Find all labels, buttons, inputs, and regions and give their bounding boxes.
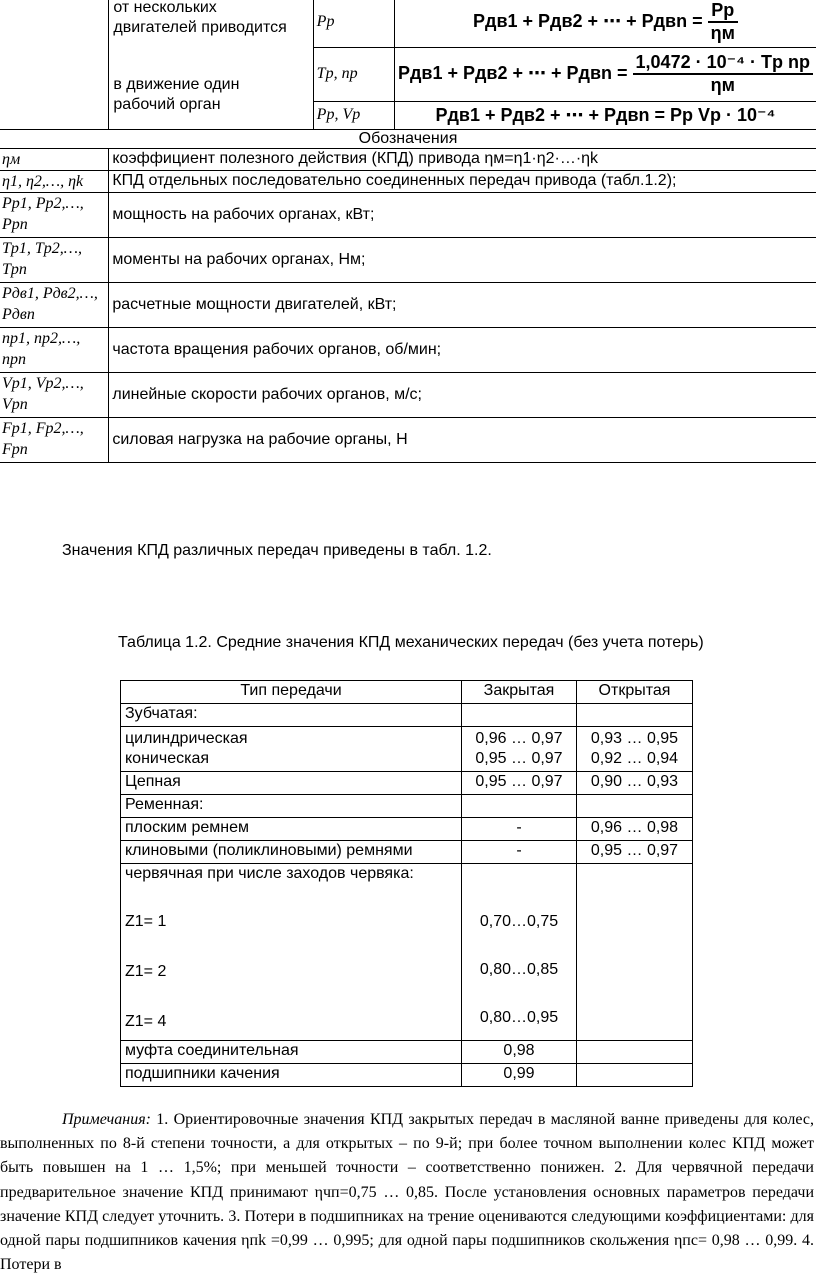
case-description [109,0,313,129]
worm-closed-value: 0,80…0,85 [479,961,559,978]
belt-title: Ременная: [121,795,462,818]
case-line-1: от нескольких [113,0,217,16]
case-line-4: рабочий орган [113,96,221,113]
param-cell: Pр [313,0,394,47]
notes-block [0,1108,814,1277]
case-line-2: двигателей приводится [113,19,287,36]
designation-symbol: η1, η2,…, ηk [0,170,109,192]
notes-label: Примечания: [62,1111,151,1128]
coupling-name: муфта соединительная [121,1041,462,1064]
table-caption: Таблица 1.2. Средние значения КПД механических передач (без учета потерь) [118,634,704,651]
designation-text: линейные скорости рабочих органов, м/с; [109,372,816,417]
gear-name: цилиндрическая [125,730,248,747]
bearings-value: 0,99 [462,1064,577,1087]
belt-open: 0,96 … 0,98 [577,818,693,841]
empty-cell [0,0,109,129]
efficiency-table [120,680,693,1087]
fraction [633,52,813,96]
header-type: Тип передачи [121,681,462,704]
worm-name: Z1= 2 [125,963,167,980]
worm-names [121,864,462,1041]
belt-closed: - [462,818,577,841]
designation-symbol: Vр1, Vр2,…, Vрn [0,372,109,417]
designation-text: моменты на рабочих органах, Нм; [109,237,816,282]
formula-left: Pдв1 + Pдв2 + ⋯ + Pдвn = [473,11,703,31]
belt-name: клиновыми (поликлиновыми) ремнями [121,841,462,864]
formula-cell [394,0,816,47]
power-formula-table [0,0,816,463]
header-closed: Закрытая [462,681,577,704]
intro-sentence: Значения КПД различных передач приведены в табл. 1.2. [62,542,492,559]
header-open: Открытая [577,681,693,704]
worm-closed [462,864,577,1041]
gear-closed [462,727,577,772]
formula-cell [394,47,816,101]
case-line-3: в движение один [113,76,240,93]
worm-title: червячная при числе заходов червяка: [125,865,414,882]
designation-symbol: nр1, nр2,…, nрn [0,327,109,372]
formula-left: Pдв1 + Pдв2 + ⋯ + Pдвn = [397,62,628,83]
formula-cell: Pдв1 + Pдв2 + ⋯ + Pдвn = Pр Vр · 10⁻⁴ [394,101,816,129]
designation-text: мощность на рабочих органах, кВт; [109,192,816,237]
gear-open-value: 0,92 … 0,94 [590,750,679,767]
belt-closed: - [462,841,577,864]
chain-name: Цепная [121,772,462,795]
worm-name: Z1= 4 [125,1013,167,1030]
gear-open [577,727,693,772]
gear-open-value: 0,93 … 0,95 [590,730,679,747]
gear-closed-value: 0,96 … 0,97 [475,730,563,747]
gear-name: коническая [125,750,209,767]
chain-closed: 0,95 … 0,97 [462,772,577,795]
param-cell: Tр, nр [313,47,394,101]
param-cell: Pр, Vр [313,101,394,129]
fraction-numerator: 1,0472 · 10⁻⁴ · Tр nр [633,52,813,75]
fraction [708,0,738,44]
fraction-numerator: Pр [708,0,738,23]
designation-symbol: ηм [0,148,109,170]
notes-paragraph [0,1108,814,1277]
belt-open: 0,95 … 0,97 [577,841,693,864]
worm-closed-value: 0,70…0,75 [479,913,559,930]
designation-text: расчетные мощности двигателей, кВт; [109,282,816,327]
gear-closed-value: 0,95 … 0,97 [475,750,563,767]
gear-names [121,727,462,772]
gear-title: Зубчатая: [121,704,462,727]
designations-header: Обозначения [0,129,816,148]
designation-symbol: Fр1, Fр2,…, Fрn [0,417,109,462]
designation-symbol: Pдв1, Pдв2,…, Pдвn [0,282,109,327]
designation-symbol: Tр1, Tр2,…, Tрn [0,237,109,282]
designation-text: КПД отдельных последовательно соединенных передач привода (табл.1.2); [109,170,816,192]
notes-text: 1. Ориентировочные значения КПД закрытых передач в масляной ванне приведены для колес, выполненных по 8-й степени точности, а для открытых – по 9-й; при более точном выполнении колес КПД может быть повышен на 1 … 1,5%; при меньшей точности – соответственно понижен. 2. Для червячной передачи предварительное значение КПД принимают ηчп=0,75 … 0,85. После установления основных параметров передачи значение КПД следует уточнить. 3. Потери в подшипниках на трение оцениваются следующими коэффициентами: для одной пары подшипников качения ηпk =0,99 … 0,995; для одной пары подшипников скольжения ηпс= 0,98 … 0,99. 4. Потери в [0,1111,815,1274]
chain-open: 0,90 … 0,93 [577,772,693,795]
worm-name: Z1= 1 [125,913,167,930]
fraction-denominator: ηм [710,23,735,44]
worm-closed-value: 0,80…0,95 [479,1009,559,1026]
belt-name: плоским ремнем [121,818,462,841]
designation-text: частота вращения рабочих органов, об/мин; [109,327,816,372]
designation-text: силовая нагрузка на рабочие органы, Н [109,417,816,462]
coupling-value: 0,98 [462,1041,577,1064]
bearings-name: подшипники качения [121,1064,462,1087]
fraction-denominator: ηм [710,75,735,95]
designation-symbol: Pр1, Pр2,…, Pрn [0,192,109,237]
designation-text: коэффициент полезного действия (КПД) привода ηм=η1·η2·…·ηk [109,148,816,170]
